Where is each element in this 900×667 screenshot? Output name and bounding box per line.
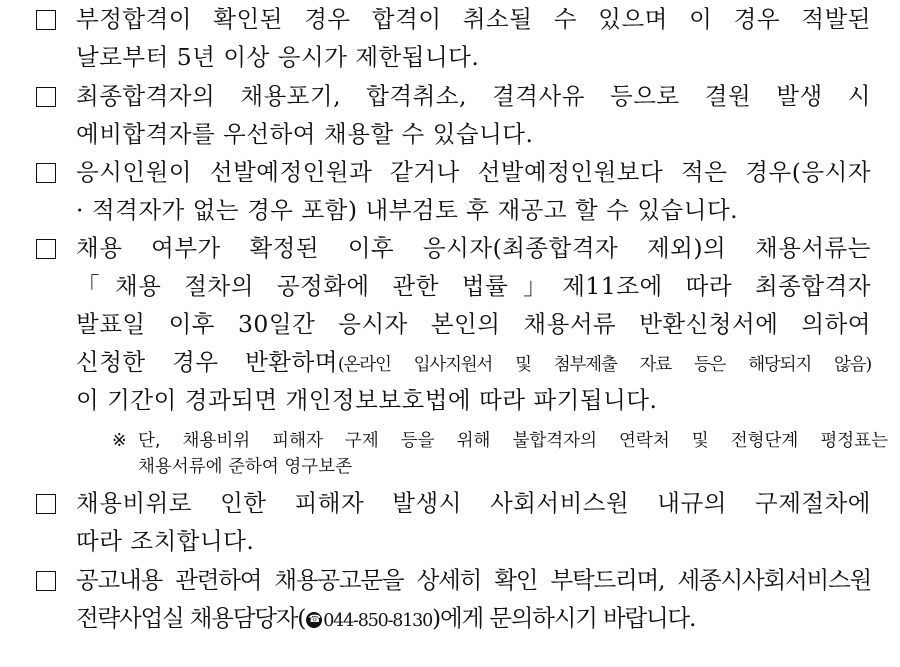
empty-checkbox-icon <box>36 239 56 259</box>
contact-suffix: )에게 문의하시기 바랍니다. <box>432 604 696 632</box>
item-text-line: 부정합격이 확인된 경우 합격이 취소될 수 있으며 이 경우 적발된 <box>76 5 871 33</box>
empty-checkbox-icon <box>36 163 56 183</box>
item-text-line: 공고내용 관련하여 채용공고문을 상세히 확인 부탁드리며, 세종시사회서비스원 <box>76 566 871 594</box>
empty-checkbox-icon <box>36 571 56 591</box>
item-text-line: 채용비위로 인한 피해자 발생시 사회서비스원 내규의 구제절차에 <box>76 489 871 517</box>
item-text-line: 「채용 절차의 공정화에 관한 법률」제11조에 따라 최종합격자 <box>76 272 871 300</box>
item-text-line: · 적격자가 없는 경우 포함) 내부검토 후 재공고 할 수 있습니다. <box>76 196 739 224</box>
note-text-line: 채용서류에 준하여 영구보존 <box>138 457 352 477</box>
item-text-main: 신청한 경우 반환하며 <box>76 348 338 376</box>
item-text-line <box>76 603 695 636</box>
item-text-line: 최종합격자의 채용포기, 합격취소, 결격사유 등으로 결원 발생 시 <box>76 82 871 110</box>
item-text-line: 응시인원이 선발예정인원과 같거나 선발예정인원보다 적은 경우(응시자 <box>76 158 871 186</box>
phone-icon: ☎ <box>306 612 322 628</box>
item-text-line: 발표일 이후 30일간 응시자 본인의 채용서류 반환신청서에 의하여 <box>76 310 871 338</box>
item-text-parenthetical: (온라인 입사지원서 및 첨부제출 자료 등은 해당되지 않음) <box>337 355 872 375</box>
note-mark: ※ <box>112 431 127 451</box>
phone-number: 044-850-8130 <box>323 611 433 631</box>
item-text-line: 날로부터 5년 이상 응시가 제한됩니다. <box>76 43 480 71</box>
item-text-line: 예비합격자를 우선하여 채용할 수 있습니다. <box>76 120 534 148</box>
contact-prefix: 전략사업실 채용담당자( <box>76 604 306 632</box>
note-text-line: 단, 채용비위 피해자 구제 등을 위해 불합격자의 연락처 및 전형단계 평정표는 <box>138 431 888 451</box>
empty-checkbox-icon <box>36 10 56 30</box>
item-text-line <box>76 347 871 380</box>
empty-checkbox-icon <box>36 494 56 514</box>
item-text-line: 이 기간이 경과되면 개인정보보호법에 따라 파기됩니다. <box>76 386 658 414</box>
item-text-line: 따라 조치합니다. <box>76 527 255 555</box>
empty-checkbox-icon <box>36 87 56 107</box>
item-text-line: 채용 여부가 확정된 이후 응시자(최종합격자 제외)의 채용서류는 <box>76 234 871 262</box>
